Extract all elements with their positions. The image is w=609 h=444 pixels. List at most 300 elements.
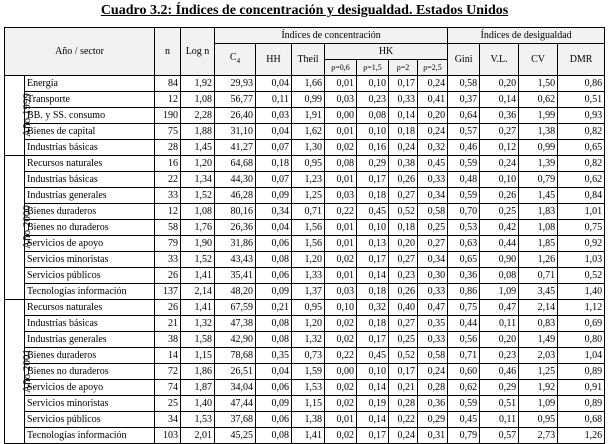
- sector-cell: BB. y SS. consumo: [25, 108, 155, 124]
- value-cell: 3,45: [519, 284, 558, 300]
- header-n: n: [155, 28, 181, 76]
- value-cell: 0,10: [325, 300, 357, 316]
- value-cell: 58: [155, 220, 181, 236]
- value-cell: 1,41: [292, 428, 325, 444]
- value-cell: 0,35: [418, 316, 448, 332]
- value-cell: 1,59: [292, 364, 325, 380]
- value-cell: 0,27: [418, 236, 448, 252]
- sector-cell: Servicios minoristas: [25, 396, 155, 412]
- value-cell: 34,04: [215, 380, 256, 396]
- table-row: [5, 220, 605, 236]
- value-cell: 0,75: [448, 300, 480, 316]
- value-cell: 2,28: [181, 108, 215, 124]
- value-cell: 0,04: [256, 124, 292, 140]
- value-cell: 1,25: [292, 188, 325, 204]
- value-cell: 2,14: [181, 284, 215, 300]
- data-table: [4, 27, 605, 444]
- header-gini: Gini: [448, 44, 480, 76]
- value-cell: 1,91: [292, 108, 325, 124]
- value-cell: 1,53: [181, 412, 215, 428]
- table-row: [5, 108, 605, 124]
- value-cell: 1,04: [558, 348, 605, 364]
- table-row: [5, 76, 605, 92]
- value-cell: 48,20: [215, 284, 256, 300]
- table-row: [5, 252, 605, 268]
- value-cell: 1,37: [292, 284, 325, 300]
- value-cell: 0,42: [480, 220, 519, 236]
- table-row: [5, 300, 605, 316]
- value-cell: 1,88: [181, 124, 215, 140]
- value-cell: 0,44: [448, 316, 480, 332]
- value-cell: 1,09: [519, 396, 558, 412]
- value-cell: 0,99: [292, 92, 325, 108]
- value-cell: 0,27: [389, 252, 418, 268]
- value-cell: 0,79: [448, 428, 480, 444]
- value-cell: 1,45: [519, 188, 558, 204]
- value-cell: 0,22: [389, 412, 418, 428]
- value-cell: 0,62: [519, 92, 558, 108]
- value-cell: 0,25: [418, 220, 448, 236]
- table-row: [5, 332, 605, 348]
- value-cell: 0,17: [357, 332, 389, 348]
- value-cell: 0,65: [448, 252, 480, 268]
- value-cell: 0,51: [558, 92, 605, 108]
- value-cell: 1,41: [181, 300, 215, 316]
- value-cell: 0,75: [558, 220, 605, 236]
- table-row: [5, 124, 605, 140]
- value-cell: 1,56: [292, 220, 325, 236]
- value-cell: 0,14: [389, 108, 418, 124]
- value-cell: 35,41: [215, 268, 256, 284]
- value-cell: 0,29: [418, 412, 448, 428]
- value-cell: 1,32: [181, 316, 215, 332]
- value-cell: 0,18: [357, 284, 389, 300]
- value-cell: 0,18: [256, 156, 292, 172]
- value-cell: 0,18: [389, 124, 418, 140]
- value-cell: 0,17: [357, 252, 389, 268]
- value-cell: 0,22: [325, 348, 357, 364]
- value-cell: 0,38: [389, 156, 418, 172]
- table-row: [5, 172, 605, 188]
- value-cell: 0,34: [418, 252, 448, 268]
- value-cell: 0,11: [480, 316, 519, 332]
- value-cell: 0,12: [480, 140, 519, 156]
- sector-cell: Bienes de capital: [25, 124, 155, 140]
- value-cell: 33: [155, 188, 181, 204]
- value-cell: 64,68: [215, 156, 256, 172]
- header-hh: HH: [256, 44, 292, 76]
- value-cell: 0,25: [389, 332, 418, 348]
- value-cell: 1,25: [519, 364, 558, 380]
- value-cell: 0,21: [256, 300, 292, 316]
- value-cell: 0,56: [448, 332, 480, 348]
- value-cell: 0,20: [418, 108, 448, 124]
- value-cell: 1,15: [292, 396, 325, 412]
- value-cell: 1,40: [558, 284, 605, 300]
- value-cell: 0,20: [480, 76, 519, 92]
- value-cell: 0,10: [357, 220, 389, 236]
- sector-cell: Bienes duraderos: [25, 204, 155, 220]
- value-cell: 0,33: [418, 332, 448, 348]
- table-body: [5, 76, 605, 444]
- value-cell: 0,91: [558, 380, 605, 396]
- year-label-text: Año 2000: [20, 205, 33, 249]
- value-cell: 0,82: [558, 156, 605, 172]
- value-cell: 0,45: [448, 412, 480, 428]
- value-cell: 2,01: [181, 428, 215, 444]
- sector-cell: Industrias básicas: [25, 172, 155, 188]
- value-cell: 0,02: [325, 428, 357, 444]
- header-rho-2-5: ρ=2,5: [418, 60, 448, 76]
- value-cell: 1,26: [519, 252, 558, 268]
- value-cell: 31,10: [215, 124, 256, 140]
- value-cell: 47,38: [215, 316, 256, 332]
- value-cell: 74: [155, 380, 181, 396]
- value-cell: 0,95: [292, 156, 325, 172]
- value-cell: 1,52: [181, 252, 215, 268]
- value-cell: 26: [155, 268, 181, 284]
- value-cell: 26,51: [215, 364, 256, 380]
- value-cell: 1,40: [181, 396, 215, 412]
- value-cell: 0,14: [357, 268, 389, 284]
- value-cell: 0,60: [448, 364, 480, 380]
- value-cell: 1,53: [292, 380, 325, 396]
- value-cell: 0,71: [448, 348, 480, 364]
- value-cell: 0,70: [448, 204, 480, 220]
- value-cell: 0,01: [325, 236, 357, 252]
- value-cell: 0,86: [448, 284, 480, 300]
- table-row: [5, 92, 605, 108]
- value-cell: 0,26: [480, 188, 519, 204]
- value-cell: 0,53: [448, 220, 480, 236]
- value-cell: 2,03: [519, 348, 558, 364]
- value-cell: 0,01: [325, 268, 357, 284]
- value-cell: 0,02: [325, 380, 357, 396]
- value-cell: 0,92: [558, 236, 605, 252]
- value-cell: 1,08: [181, 204, 215, 220]
- value-cell: 0,52: [389, 348, 418, 364]
- value-cell: 0,20: [480, 332, 519, 348]
- value-cell: 0,63: [448, 236, 480, 252]
- value-cell: 1,01: [558, 204, 605, 220]
- value-cell: 0,00: [325, 364, 357, 380]
- value-cell: 1,26: [558, 428, 605, 444]
- header-theil: Theil: [292, 44, 325, 76]
- value-cell: 1,99: [519, 108, 558, 124]
- value-cell: 0,32: [418, 140, 448, 156]
- header-rho-0-6: ρ=0,6: [325, 60, 357, 76]
- value-cell: 0,59: [448, 396, 480, 412]
- sector-cell: Industrias generales: [25, 332, 155, 348]
- header-cv: CV: [519, 44, 558, 76]
- value-cell: 1,83: [519, 204, 558, 220]
- table-title: Cuadro 3.2: Índices de concentración y desigualdad. Estados Unidos: [100, 3, 509, 18]
- value-cell: 1,58: [181, 332, 215, 348]
- value-cell: 1,92: [519, 380, 558, 396]
- value-cell: 1,08: [181, 92, 215, 108]
- value-cell: 0,03: [325, 284, 357, 300]
- table-row: [5, 284, 605, 300]
- value-cell: 0,11: [480, 412, 519, 428]
- value-cell: 1,86: [181, 364, 215, 380]
- value-cell: 1,20: [292, 252, 325, 268]
- value-cell: 0,45: [357, 348, 389, 364]
- value-cell: 0,36: [448, 268, 480, 284]
- value-cell: 1,30: [292, 140, 325, 156]
- table-row: [5, 364, 605, 380]
- value-cell: 43,43: [215, 252, 256, 268]
- value-cell: 0,24: [389, 140, 418, 156]
- value-cell: 0,04: [256, 76, 292, 92]
- value-cell: 34: [155, 412, 181, 428]
- table-row: [5, 204, 605, 220]
- value-cell: 0,17: [357, 428, 389, 444]
- value-cell: 46,28: [215, 188, 256, 204]
- value-cell: 0,03: [325, 188, 357, 204]
- value-cell: 2,14: [519, 300, 558, 316]
- value-cell: 0,08: [256, 316, 292, 332]
- value-cell: 56,77: [215, 92, 256, 108]
- value-cell: 38: [155, 332, 181, 348]
- value-cell: 0,46: [480, 364, 519, 380]
- value-cell: 0,71: [519, 268, 558, 284]
- value-cell: 1,20: [292, 316, 325, 332]
- value-cell: 1,09: [480, 284, 519, 300]
- value-cell: 26: [155, 300, 181, 316]
- value-cell: 0,26: [389, 284, 418, 300]
- table-row: [5, 428, 605, 444]
- value-cell: 75: [155, 124, 181, 140]
- header-hk: HK: [325, 44, 448, 60]
- value-cell: 0,14: [357, 412, 389, 428]
- value-cell: 0,09: [256, 188, 292, 204]
- value-cell: 0,41: [418, 92, 448, 108]
- value-cell: 0,80: [558, 332, 605, 348]
- value-cell: 1,38: [292, 412, 325, 428]
- value-cell: 0,73: [292, 348, 325, 364]
- value-cell: 0,32: [357, 300, 389, 316]
- value-cell: 0,20: [389, 236, 418, 252]
- value-cell: 0,01: [325, 124, 357, 140]
- value-cell: 25: [155, 396, 181, 412]
- value-cell: 0,23: [480, 348, 519, 364]
- value-cell: 0,44: [480, 236, 519, 252]
- sector-cell: Industrias generales: [25, 188, 155, 204]
- value-cell: 0,09: [256, 396, 292, 412]
- sector-cell: Bienes duraderos: [25, 348, 155, 364]
- value-cell: 0,82: [558, 124, 605, 140]
- value-cell: 1,12: [558, 300, 605, 316]
- value-cell: 1,52: [181, 188, 215, 204]
- value-cell: 0,06: [256, 236, 292, 252]
- value-cell: 0,65: [558, 140, 605, 156]
- value-cell: 0,10: [357, 124, 389, 140]
- value-cell: 0,17: [389, 364, 418, 380]
- sector-cell: Servicios de apoyo: [25, 236, 155, 252]
- value-cell: 0,06: [256, 380, 292, 396]
- value-cell: 78,68: [215, 348, 256, 364]
- value-cell: 0,46: [448, 140, 480, 156]
- value-cell: 0,18: [389, 220, 418, 236]
- value-cell: 1,23: [292, 172, 325, 188]
- value-cell: 42,90: [215, 332, 256, 348]
- header-rho-2: ρ=2: [389, 60, 418, 76]
- header-c4: $C_4$: [215, 44, 256, 76]
- value-cell: 0,83: [519, 316, 558, 332]
- value-cell: 0,17: [389, 76, 418, 92]
- value-cell: 0,08: [357, 108, 389, 124]
- value-cell: 0,34: [256, 204, 292, 220]
- value-cell: 1,08: [519, 220, 558, 236]
- sector-cell: Recursos naturales: [25, 156, 155, 172]
- value-cell: 72: [155, 364, 181, 380]
- value-cell: 16: [155, 156, 181, 172]
- value-cell: 0,89: [558, 364, 605, 380]
- value-cell: 0,01: [325, 220, 357, 236]
- value-cell: 29,93: [215, 76, 256, 92]
- sector-cell: Industrias básicas: [25, 140, 155, 156]
- value-cell: 0,62: [448, 380, 480, 396]
- value-cell: 1,41: [181, 268, 215, 284]
- value-cell: 0,57: [480, 428, 519, 444]
- value-cell: 0,24: [418, 364, 448, 380]
- value-cell: 0,58: [418, 348, 448, 364]
- value-cell: 0,95: [519, 412, 558, 428]
- value-cell: 0,10: [480, 172, 519, 188]
- value-cell: 0,71: [292, 204, 325, 220]
- value-cell: 0,25: [480, 204, 519, 220]
- value-cell: 0,33: [418, 172, 448, 188]
- value-cell: 0,04: [256, 364, 292, 380]
- value-cell: 0,16: [357, 140, 389, 156]
- value-cell: 0,45: [357, 204, 389, 220]
- value-cell: 1,85: [519, 236, 558, 252]
- table-row: [5, 156, 605, 172]
- value-cell: 0,22: [325, 204, 357, 220]
- value-cell: 0,86: [558, 76, 605, 92]
- sector-cell: Bienes no duraderos: [25, 364, 155, 380]
- value-cell: 33: [155, 252, 181, 268]
- value-cell: 1,38: [519, 124, 558, 140]
- value-cell: 0,29: [480, 380, 519, 396]
- value-cell: 0,57: [448, 124, 480, 140]
- header-concentration-group: Índices de concentración: [215, 28, 448, 44]
- value-cell: 0,52: [558, 268, 605, 284]
- value-cell: 0,19: [357, 396, 389, 412]
- sector-cell: Industrias básicas: [25, 316, 155, 332]
- table-row: [5, 348, 605, 364]
- value-cell: 1,15: [181, 348, 215, 364]
- value-cell: 0,45: [418, 156, 448, 172]
- value-cell: 0,90: [480, 252, 519, 268]
- value-cell: 0,11: [256, 92, 292, 108]
- value-cell: 0,59: [448, 188, 480, 204]
- value-cell: 1,32: [292, 332, 325, 348]
- value-cell: 137: [155, 284, 181, 300]
- year-label-text: Año 2001: [20, 349, 33, 393]
- value-cell: 0,24: [389, 428, 418, 444]
- table-row: [5, 412, 605, 428]
- value-cell: 0,59: [448, 156, 480, 172]
- value-cell: 0,36: [418, 396, 448, 412]
- value-cell: 1,20: [181, 156, 215, 172]
- value-cell: 26,40: [215, 108, 256, 124]
- value-cell: 1,90: [181, 236, 215, 252]
- value-cell: 26,36: [215, 220, 256, 236]
- value-cell: 0,01: [325, 76, 357, 92]
- table-row: [5, 268, 605, 284]
- table-row: [5, 396, 605, 412]
- value-cell: 0,23: [389, 268, 418, 284]
- table-row: [5, 236, 605, 252]
- value-cell: 0,13: [357, 236, 389, 252]
- value-cell: 1,39: [519, 156, 558, 172]
- header-inequality-group: Índices de desigualdad: [448, 28, 605, 44]
- sector-cell: Servicios de apoyo: [25, 380, 155, 396]
- value-cell: 0,29: [357, 156, 389, 172]
- value-cell: 0,30: [418, 268, 448, 284]
- value-cell: 0,26: [389, 172, 418, 188]
- table-row: [5, 188, 605, 204]
- value-cell: 0,34: [418, 188, 448, 204]
- value-cell: 1,76: [181, 220, 215, 236]
- value-cell: 0,10: [357, 76, 389, 92]
- value-cell: 0,07: [256, 140, 292, 156]
- sector-cell: Bienes no duraderos: [25, 220, 155, 236]
- value-cell: 0,14: [357, 380, 389, 396]
- value-cell: 0,31: [418, 428, 448, 444]
- value-cell: 67,59: [215, 300, 256, 316]
- sector-cell: Recursos naturales: [25, 300, 155, 316]
- value-cell: 0,02: [325, 140, 357, 156]
- value-cell: 0,06: [256, 268, 292, 284]
- sector-cell: Energía: [25, 76, 155, 92]
- value-cell: 0,02: [325, 396, 357, 412]
- value-cell: 0,21: [389, 380, 418, 396]
- value-cell: 0,58: [418, 204, 448, 220]
- value-cell: 0,27: [389, 188, 418, 204]
- value-cell: 0,07: [256, 172, 292, 188]
- value-cell: 1,92: [181, 76, 215, 92]
- value-cell: 190: [155, 108, 181, 124]
- value-cell: 0,47: [480, 300, 519, 316]
- value-cell: 0,99: [519, 140, 558, 156]
- table-row: [5, 140, 605, 156]
- value-cell: 0,27: [389, 316, 418, 332]
- value-cell: 0,08: [256, 428, 292, 444]
- header-year-sector: Año / sector: [5, 28, 155, 76]
- sector-cell: Tecnologías información: [25, 284, 155, 300]
- value-cell: 0,06: [256, 412, 292, 428]
- value-cell: 37,68: [215, 412, 256, 428]
- value-cell: 0,24: [418, 76, 448, 92]
- value-cell: 0,58: [448, 76, 480, 92]
- value-cell: 0,95: [292, 300, 325, 316]
- value-cell: 84: [155, 76, 181, 92]
- value-cell: 0,02: [325, 316, 357, 332]
- value-cell: 21: [155, 316, 181, 332]
- value-cell: 0,35: [256, 348, 292, 364]
- header-vl: V.L.: [480, 44, 519, 76]
- value-cell: 0,08: [480, 268, 519, 284]
- value-cell: 0,79: [519, 172, 558, 188]
- value-cell: 12: [155, 92, 181, 108]
- value-cell: 1,87: [181, 380, 215, 396]
- value-cell: 0,01: [325, 172, 357, 188]
- value-cell: 28: [155, 140, 181, 156]
- header-logn: Log n: [181, 28, 215, 76]
- value-cell: 0,09: [256, 284, 292, 300]
